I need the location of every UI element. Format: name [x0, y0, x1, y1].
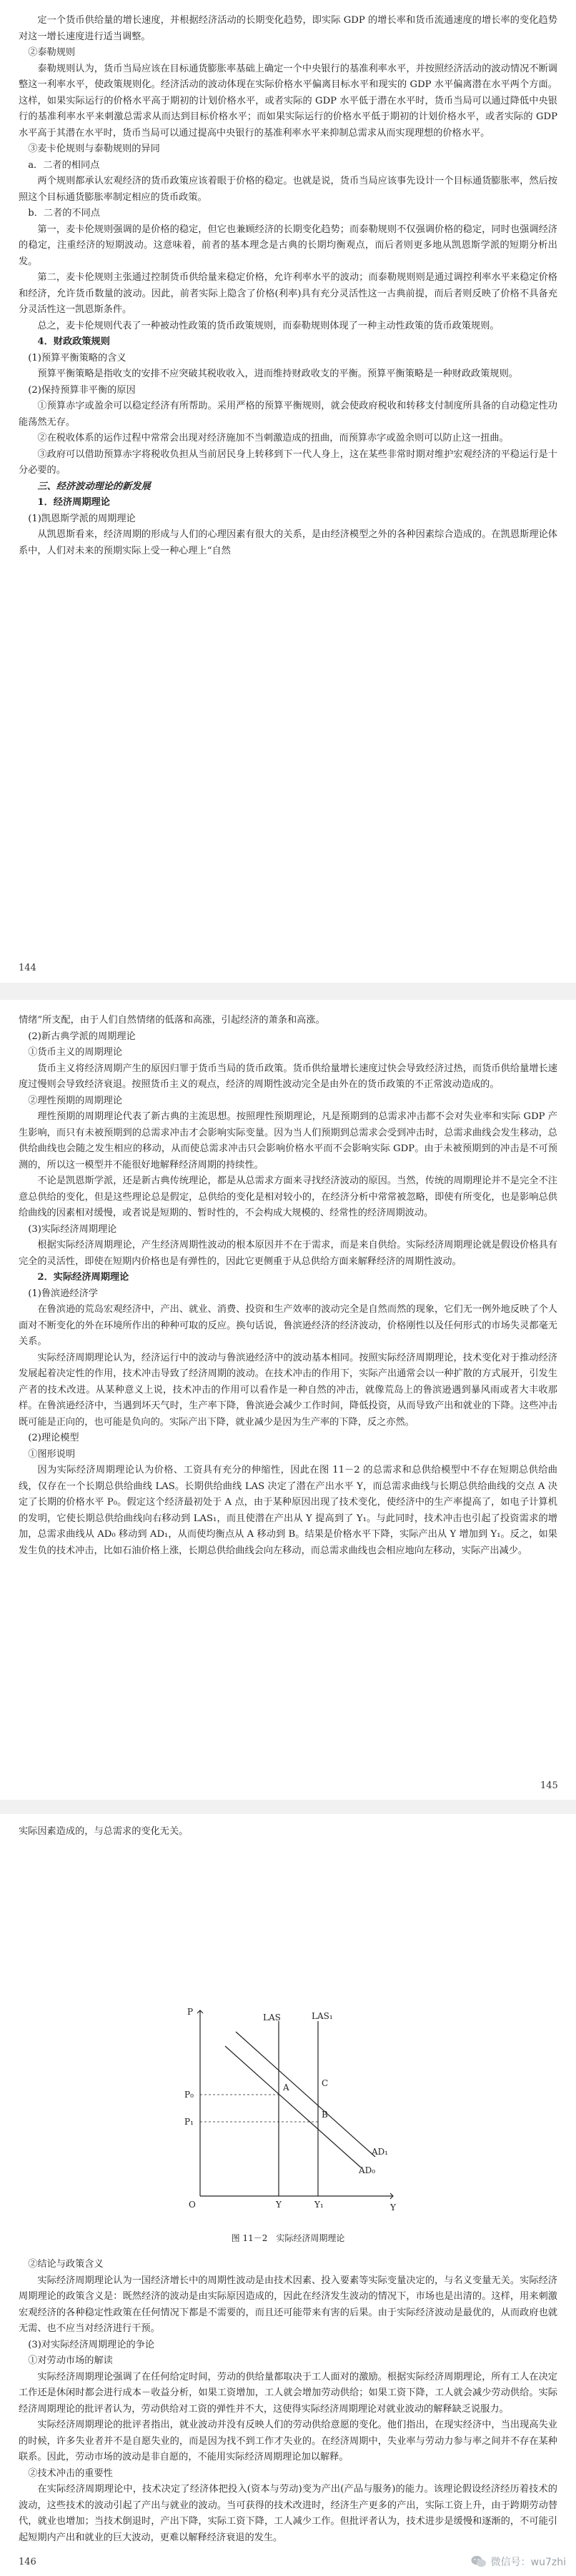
paragraph: 货币主义将经济周期产生的原因归罪于货币当局的货币政策。货币供给量增长速度过快会导致经济过热，而货币供给量增长速度过慢则会导致经济衰退。按照货币主义的观点，经济的周期性波动完全是由外在的货币政策的不正常波动造成的。: [19, 1063, 557, 1090]
page-number: 146: [19, 2557, 36, 2567]
page-144-text: [19, 13, 557, 559]
heading: 1．经济周期理论: [37, 497, 110, 508]
page-145: [0, 1000, 576, 1800]
wechat-icon: [471, 2555, 487, 2568]
paragraph: 根据实际经济周期理论，产生经济周期性波动的根本原因并不在于需求，而是来自供给。实际经济周期理论就是假设价格具有完全的灵活性，即使在短期内价格也是有弹性的，因此它更侧重于从总供给方面来解释经济的周期性波动。: [19, 1240, 557, 1267]
figure-caption: 图 11－2 实际经济周期理论: [231, 2233, 345, 2243]
heading: (1)凯恩斯学派的周期理论: [28, 513, 136, 524]
origin-label: O: [189, 2200, 196, 2210]
heading: 2．实际经济周期理论: [37, 1272, 129, 1283]
paragraph: 预算平衡策略是指收支的安排不应突破其税收收入，进而维持财政收支的平衡。预算平衡策略是一种财政政策规则。: [37, 369, 518, 379]
label-las1: LAS₁: [312, 2011, 333, 2021]
paragraph: 总之，麦卡伦规则代表了一种被动性政策的货币政策规则，而泰勒规则体现了一种主动性政策的货币政策规则。: [37, 320, 500, 331]
paragraph: ①预算赤字或盈余可以稳定经济有所帮助。采用严格的预算平衡规则，就会使政府税收和转移支付制度所具备的自动稳定性功能荡然无存。: [19, 401, 557, 428]
paragraph: 第一，麦卡伦规则强调的是价格的稳定，但它也兼顾经济的长期变化趋势；而泰勒规则不仅强调价格的稳定，同时也强调经济的稳定，注重经济的短期波动。这意味着，前者的基本理念是古典的长期均衡观点，而后者则更多地从凯恩斯学派的短期分析出发。: [19, 224, 557, 267]
heading: ②理性预期的周期理论: [28, 1095, 123, 1106]
heading: (1)鲁滨逊经济学: [28, 1288, 98, 1299]
heading: ②技术冲击的重要性: [28, 2467, 113, 2479]
curve-ad1: [236, 2032, 375, 2157]
heading: (3)对实际经济周期理论的争论: [28, 2339, 155, 2350]
page-144: [0, 0, 576, 983]
heading: ③麦卡伦规则与泰勒规则的异同: [28, 144, 160, 154]
point-b: B: [322, 2110, 328, 2120]
figure-real-business-cycle: [179, 2003, 400, 2217]
page-number: 144: [19, 963, 36, 973]
x-axis-label: Y: [390, 2202, 396, 2212]
y-axis-label: P: [187, 2007, 194, 2017]
paragraph: 不论是凯恩斯学派，还是新古典传统理论，都是从总需求方面来寻找经济波动的原因。当然，传统的周期理论并不是完全不注意总供给的变化，但是这些理论总是假定，总供给的变化是相对较小的，在经济分析中常常被忽略，即使有所变化，也是影响总供给曲线的因素相对缓慢，或者说是短期的、暂时性的，不会构成大规模的、经常性的经济周期波动。: [19, 1176, 557, 1218]
label-p1: P₁: [184, 2117, 194, 2127]
paragraph: 实际经济周期理论认为，经济运行中的波动与鲁滨逊经济中的波动基本相同。按照实际经济周期理论，技术变化对于推动经济发展起着决定性的作用，技术冲击导致了经济周期的波动。在技术冲击的作用下，实际产出通常会以一种扩散的方式展开，引发生产者的技术改进。从某种意义上说，技术冲击的作用可以看作是一种自然的冲击，就像荒岛上的鲁滨逊遇到暴风雨或者大丰收那样。在鲁滨逊经济中，当遇到坏天气时，生产率下降，鲁滨逊会减少工作时间，降低投资，从而导致产出和就业的下降。这些冲击既可能是正向的，也可能是负向的。实际产出下降，就业减少是因为生产率的下降，反之亦然。: [19, 1352, 557, 1428]
heading: 三、经济波动理论的新发展: [37, 481, 151, 492]
paragraph: ③政府可以借助预算赤字将税收负担从当前居民身上转移到下一代人身上，这在某些非常时期对维护宏观经济的平稳运行是十分必要的。: [19, 448, 557, 476]
paragraph: 定一个货币供给量的增长速度，并根据经济活动的长期变化趋势，即实际 GDP 的增长率和货币流通速度的增长率的变化趋势对这一增长速度进行适当调整。: [19, 15, 557, 42]
paragraph: 第二，麦卡伦规则主张通过控制货币供给量来稳定价格，允许利率水平的波动；而泰勒规则则是通过调控利率水平来稳定价格和经济，允许货币数量的波动。因此，前者实际上隐含了价格(利率)具有充分灵活性这一古典前提，而后者则反映了价格不具备充分灵活性这一凯恩斯条件。: [19, 272, 557, 315]
paragraph: 实际经济周期理论强调了在任何给定时间，劳动的供给量都取决于工人面对的激励。根据实际经济周期理论，所有工人在决定工作还是休闲时都会进行成本－收益分析，如果工资增加，工人就会增加劳动供给；如果工资下降，工人就会减少劳动供给。实际经济周期理论的批评者认为，劳动供给对工资的弹性并不大，这使得实际经济周期理论对就业波动的解释缺乏说服力。: [19, 2371, 557, 2415]
watermark-text: 微信号：wu7zhi: [490, 2557, 566, 2568]
heading: (1)预算平衡策略的含义: [28, 352, 126, 364]
paragraph: 情绪”所支配，由于人们自然情绪的低落和高涨，引起经济的萧条和高涨。: [19, 1015, 325, 1026]
heading: (2)新古典学派的周期理论: [28, 1031, 136, 1042]
heading: ①图形说明: [28, 1448, 76, 1460]
heading: ①货币主义的周期理论: [28, 1047, 123, 1058]
page-146: [0, 1814, 576, 2576]
label-las: LAS: [263, 2013, 281, 2023]
label-ad1: AD₁: [372, 2147, 389, 2157]
label-y: Y: [276, 2200, 282, 2210]
heading: b．二者的不同点: [28, 208, 100, 219]
heading: 4．财政政策规则: [37, 336, 110, 347]
paragraph: 从凯恩斯看来，经济周期的形成与人们的心理因素有很大的关系，是由经济模型之外的各种因素综合造成的。在凯恩斯理论体系中，人们对未来的预期实际上受一种心理上“自然: [19, 529, 557, 556]
paragraph: 实际因素造成的，与总需求的变化无关。: [19, 1826, 189, 1837]
heading: (2)理论模型: [28, 1433, 79, 1443]
paragraph: 两个规则都承认宏观经济的货币政策应该着眼于价格的稳定。也就是说，货币当局应该事先设计一个目标通货膨胀率，然后按照这个目标通货膨胀率制定相应的货币政策。: [19, 176, 557, 203]
paragraph: 在实际经济周期理论中，技术决定了经济体把投入(资本与劳动)变为产出(产品与服务)的能力。该理论假设经济经历着技术的波动，这些技术的波动引起了产出与就业的波动。当可获得的技术改进时，经济生产更多的产出，实际工资上升，由于跨期劳动替代，就业也增加；当技术倒退时，产出下降，实际工资下降，工人减少工作。但批评者认为，技术进步是缓慢和逐渐的，不可能引起短期内产出和就业的巨大波动，更难以解释经济衰退的发生。: [19, 2484, 557, 2543]
label-p0: P₀: [184, 2090, 194, 2100]
point-c: C: [322, 2078, 329, 2088]
heading: (3)实际经济周期理论: [28, 1223, 117, 1235]
heading: (2)保持预算非平衡的原因: [28, 384, 136, 396]
page-gap: [0, 1800, 576, 1814]
heading: ①对劳动市场的解读: [28, 2355, 113, 2366]
page-gap: [0, 983, 576, 1000]
paragraph: 因为实际经济周期理论认为价格、工资具有充分的伸缩性，因此在图 11－2 的总需求和总供给模型中不存在短期总供给曲线，仅存在一个长期总供给曲线 LAS。长期供给曲线 LAS 决定了潜在产出水平 Y，而总需求曲线与长期总供给曲线的交点 A 决定了长期的价格水平 P₀。假定这个经济最初处于 A 点，由于某种原因出现了技术变化，使经济中的生产率提高了，如电子计算机的发明，它使长期总供给曲线向右移动到 LAS₁，而且使潜在产出从 Y 提高到了 Y₁。与此同时，技术冲击也引起了投资需求的增加，总需求曲线从 AD₀ 移动到 AD₁，从而使均衡点从 A 移动到 B。结果是价格水平下降，实际产出从 Y 增加到 Y₁。反之，如果发生负的技术冲击，比如石油价格上涨，长期总供给曲线会向左移动，而总需求曲线也会相应地向左移动，实际产出减少。: [19, 1465, 557, 1556]
curve-ad0: [225, 2046, 361, 2167]
point-a: A: [283, 2083, 289, 2093]
heading: ②结论与政策含义: [28, 2259, 104, 2270]
page-number: 145: [540, 1780, 558, 1791]
heading: a．二者的相同点: [28, 159, 100, 171]
paragraph: 泰勒规则认为，货币当局应该在目标通货膨胀率基础上确定一个中央银行的基准利率水平，并按照经济活动的波动情况不断调整这一利率水平，使政策规则化。经济活动的波动体现在实际价格水平偏离目标水平和现实的 GDP 水平偏离潜在水平两个方面。这样，如果实际运行的价格水平高于期初的计划价格水平，或者实际的 GDP 水平低于潜在水平时，货币当局可以通过降低中央银行的基准利率水平来刺激总需求从而达到目标价格水平；而如果实际运行的价格水平低于期初的计划价格水平，或者实际的 GDP 水平高于其潜在水平时，货币当局可以通过提高中央银行的基准利率水平来抑制总需求从而实现理想的价格水平。: [19, 63, 557, 139]
paragraph: 在鲁滨逊的荒岛宏观经济中，产出、就业、消费、投资和生产效率的波动完全是自然而然的现象，它们无一例外地反映了个人面对不断变化的外在环境所作出的种种可取的反应。换句话说，鲁滨逊经济的经济波动，价格刚性以及任何形式的市场失灵都毫无关系。: [19, 1304, 557, 1347]
paragraph: 实际经济周期理论的批评者指出，就业波动并没有反映人们的劳动供给意愿的变化。他们指出，在现实经济中，当出现高失业的时候，许多失业者并不是自愿失业的，而是因为找不到工作才失业的。在经济周期中，失业率与劳动力参与率之间并不存在某种联系。因此，劳动市场的波动是非自愿的，不能用实际经济周期理论加以解释。: [19, 2420, 557, 2462]
paragraph: 实际经济周期理论认为一国经济增长中的周期性波动是由技术因素、投入要素等实际变量决定的，与名义变量无关。实际经济周期理论的政策含义是：既然经济的波动是由实际原因造成的，因此在经济发生波动的情况下，市场也是出清的。这样，用来刺激宏观经济的各种稳定性政策在任何情况下都是不需要的，而且还可能带来有害的后果。由于实际经济波动是最优的，从而政府也就无需、也不应当对经济进行干预。: [19, 2275, 557, 2334]
page-145-text: [19, 1013, 557, 1559]
page-146-intro: [19, 1824, 557, 1840]
wechat-watermark: [471, 2555, 566, 2569]
label-y1: Y₁: [314, 2200, 324, 2210]
label-ad0: AD₀: [359, 2165, 376, 2175]
heading: ②泰勒规则: [28, 47, 76, 58]
paragraph: ②在税收体系的运作过程中常常会出现对经济施加不当刺激造成的扭曲，而预算赤字或盈余则可以防止这一扭曲。: [37, 433, 509, 443]
paragraph: 理性预期的周期理论代表了新古典的主流思想。按照理性预期理论，凡是预期到的总需求冲击都不会对失业率和实际 GDP 产生影响，而只有未被预期到的总需求冲击才会影响实际变量。因为当人们预期到总需求会受到冲击时，总需求曲线会发生移动，总供给曲线也会随之发生相应的移动，从而使总需求冲击只会影响价格水平而不会影响实际 GDP。由于未被预期到的冲击是不可预测的，所以这一模型并不能很好地解释经济周期的持续性。: [19, 1111, 557, 1171]
page-146-text: [19, 2257, 557, 2546]
